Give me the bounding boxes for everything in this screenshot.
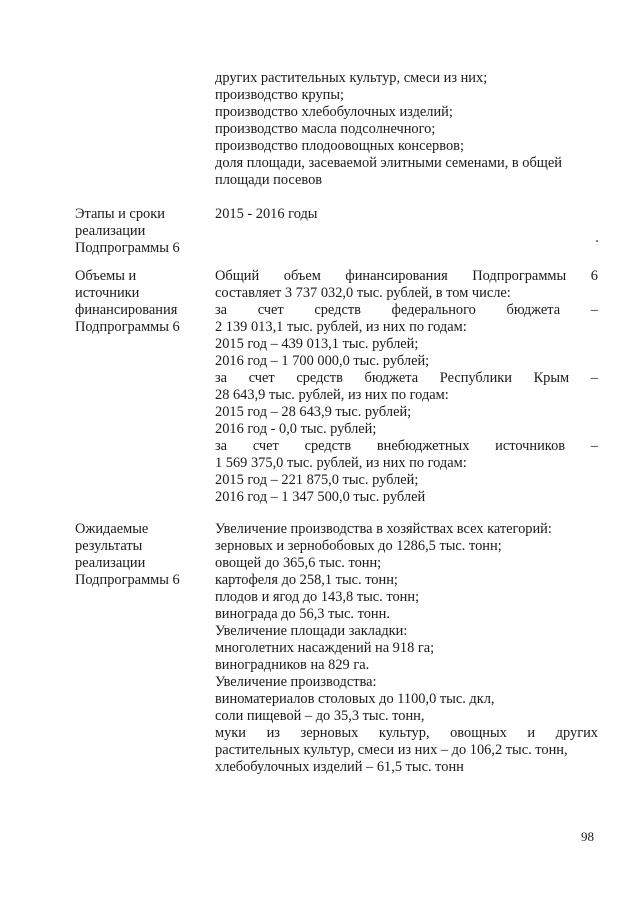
results-text-line: соли пищевой – до 35,3 тыс. тонн, xyxy=(215,708,425,724)
financing-text-line: 2015 год – 439 013,1 тыс. рублей; xyxy=(215,336,419,352)
financing-text-line: 2015 год – 221 875,0 тыс. рублей; xyxy=(215,472,419,488)
financing-text-line: составляет 3 737 032,0 тыс. рублей, в том числе: xyxy=(215,285,511,301)
financing-text-line-word: за xyxy=(215,370,228,386)
financing-text-line xyxy=(215,438,598,455)
results-text-line xyxy=(215,725,598,742)
continued-text-line: других растительных культур, смеси из них; xyxy=(215,70,488,86)
financing-text-line-word: за xyxy=(215,438,228,454)
results-label-line: Ожидаемые xyxy=(75,521,149,537)
results-label-line: Подпрограммы 6 xyxy=(75,572,180,588)
results-text-line-word: культур, xyxy=(378,725,430,741)
financing-label-line: финансирования xyxy=(75,302,178,318)
results-text-line: зерновых и зернобобовых до 1286,5 тыс. тонн; xyxy=(215,538,502,554)
financing-text-line: 28 643,9 тыс. рублей, из них по годам: xyxy=(215,387,449,403)
results-text-line: картофеля до 258,1 тыс. тонн; xyxy=(215,572,398,588)
financing-text-line-word: внебюджетных xyxy=(376,438,470,454)
financing-text-line-word: – xyxy=(590,438,598,454)
page-number: 98 xyxy=(581,829,594,844)
results-label-line: реализации xyxy=(75,555,146,571)
results-text-line-word: других xyxy=(555,725,598,741)
continued-text-line: площади посевов xyxy=(215,172,323,188)
results-text-line: Увеличение площади закладки: xyxy=(215,623,408,639)
financing-text-line-word: источников xyxy=(495,438,566,454)
financing-label-line: Объемы и xyxy=(75,268,137,284)
continued-text-line: доля площади, засеваемой элитными семенами, в общей xyxy=(215,155,562,171)
continued-text-line: производство хлебобулочных изделий; xyxy=(215,104,453,120)
results-text-line-word: из xyxy=(266,725,280,741)
results-text-line: Увеличение производства: xyxy=(215,674,377,690)
financing-text-line-word: средств xyxy=(296,370,343,386)
financing-text-line-word: финансирования xyxy=(345,268,448,284)
financing-text-line: 1 569 375,0 тыс. рублей, из них по годам: xyxy=(215,455,467,471)
financing-text-line-word: счет xyxy=(257,302,284,318)
financing-text-line-word: счет xyxy=(252,438,279,454)
stages-label-line: Подпрограммы 6 xyxy=(75,240,180,256)
continued-text-line: производство масла подсолнечного; xyxy=(215,121,436,137)
results-label-line: результаты xyxy=(75,538,143,554)
financing-text-line xyxy=(215,268,598,285)
financing-text-line-word: бюджета xyxy=(364,370,419,386)
financing-text-line-word: Подпрограммы xyxy=(472,268,567,284)
financing-text-line-word: федерального xyxy=(391,302,476,318)
stages-label-line: реализации xyxy=(75,223,146,239)
financing-text-line-word: средств xyxy=(304,438,352,454)
financing-text-line: 2 139 013,1 тыс. рублей, из них по годам: xyxy=(215,319,467,335)
financing-text-line: 2016 год – 1 700 000,0 тыс. рублей; xyxy=(215,353,430,369)
financing-text-line: 2015 год – 28 643,9 тыс. рублей; xyxy=(215,404,412,420)
financing-text-line-word: средств xyxy=(314,302,361,318)
results-text-line-word: зерновых xyxy=(300,725,359,741)
financing-text-line: 2016 год – 1 347 500,0 тыс. рублей xyxy=(215,489,426,505)
results-text-line-word: овощных xyxy=(450,725,507,741)
stages-label-line: Этапы и сроки xyxy=(75,206,165,222)
results-text-line: многолетних насаждений на 918 га; xyxy=(215,640,435,656)
financing-text-line-word: Республики xyxy=(439,370,512,386)
financing-label-line: Подпрограммы 6 xyxy=(75,319,180,335)
results-text-line: виноматериалов столовых до 1100,0 тыс. дкл, xyxy=(215,691,495,707)
financing-label-line: источники xyxy=(75,285,140,301)
results-text-line: виноградников на 829 га. xyxy=(215,657,370,673)
results-text-line: винограда до 56,3 тыс. тонн. xyxy=(215,606,390,622)
results-text-line: Увеличение производства в хозяйствах всех категорий: xyxy=(215,521,552,537)
financing-text-line-word: бюджета xyxy=(506,302,561,318)
financing-text-line: 2016 год - 0,0 тыс. рублей; xyxy=(215,421,377,437)
financing-text-line-word: Крым xyxy=(533,370,570,386)
results-text-line-word: и xyxy=(527,725,536,741)
continued-text-line: производство крупы; xyxy=(215,87,345,103)
financing-text-line-word: – xyxy=(590,370,598,386)
financing-text-line-word: счет xyxy=(248,370,275,386)
continued-text-line: производство плодоовощных консервов; xyxy=(215,138,464,154)
financing-text-line xyxy=(215,370,598,387)
financing-text-line-word: за xyxy=(215,302,228,318)
financing-text-line-word: Общий xyxy=(215,268,260,284)
results-text-line: растительных культур, смеси из них – до 106,2 тыс. тонн, xyxy=(215,742,568,758)
results-text-line: плодов и ягод до 143,8 тыс. тонн; xyxy=(215,589,420,605)
results-text-line-word: муки xyxy=(215,725,246,741)
stages-value: 2015 - 2016 годы xyxy=(215,206,318,222)
financing-text-line xyxy=(215,302,598,319)
financing-text-line-word: 6 xyxy=(590,268,598,284)
financing-text-line-word: объем xyxy=(283,268,321,284)
results-text-line: хлебобулочных изделий – 61,5 тыс. тонн xyxy=(215,759,464,775)
scan-speck xyxy=(596,240,598,242)
results-text-line: овощей до 365,6 тыс. тонн; xyxy=(215,555,382,571)
financing-text-line-word: – xyxy=(590,302,598,318)
